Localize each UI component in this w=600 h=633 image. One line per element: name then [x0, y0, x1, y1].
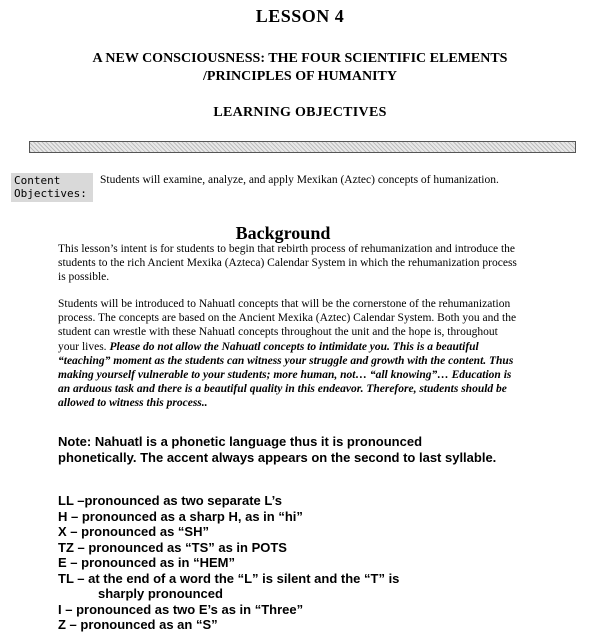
background-heading: Background [235, 223, 331, 243]
background-main-paragraph [58, 297, 518, 411]
pronunciation-list [58, 493, 508, 633]
pronunciation-item: LL –pronounced as two separate L’s [58, 493, 282, 508]
pronunciation-item: TZ – pronounced as “TS” as in POTS [58, 539, 287, 555]
hatched-divider-bar [29, 141, 576, 153]
learning-objectives-heading: LEARNING OBJECTIVES [213, 105, 387, 120]
lesson-title: LESSON 4 [255, 6, 345, 26]
content-objectives-text: Students will examine, analyze, and apply Mexikan (Aztec) concepts of humanization. [100, 174, 499, 186]
pronunciation-item: TL – at the end of a word the “L” is silent and the “T” is [58, 570, 400, 586]
pronunciation-note: Note: Nahuatl is a phonetic language thus it is pronounced phonetically. The accent always appears on the second to last syllable. [58, 434, 497, 465]
pronunciation-item: H – pronounced as a sharp H, as in “hi” [58, 508, 303, 524]
background-emphasis-text: Please do not allow the Nahuatl concepts to intimidate you. This is a beautiful “teaching” moment as the students can witness your struggle and growth with the content. Thus making yourself vulnerable to your students; more human, not… “all knowing”… Education is an arduous task and there is a beautiful quality in this endeavor. Therefore, students should be allowed to witness this process.. [58, 340, 514, 410]
document-title [40, 50, 560, 86]
document-title-line-1: A NEW CONSCIOUSNESS: THE FOUR SCIENTIFIC ELEMENTS [92, 51, 508, 66]
pronunciation-item: X – pronounced as “SH” [58, 524, 209, 539]
background-main-text: Students will be introduced to Nahuatl concepts that will be the cornerstone of the rehumanization process. The concepts are based on the Ancient Mexika (Aztec) Calendar System. Both you and the student can wrestle with these Nahuatl concepts throughout the unit and the hope is, throughout your lives. [58, 298, 517, 353]
document-title-line-2: /PRINCIPLES OF HUMANITY [203, 69, 397, 84]
pronunciation-item: E – pronounced as in “HEM” [58, 555, 235, 570]
content-objectives-label: Content Objectives: [11, 173, 93, 202]
pronunciation-item: I – pronounced as two E’s as in “Three” [58, 601, 304, 617]
pronunciation-item: Z – pronounced as an “S” [58, 617, 218, 632]
pronunciation-item-continuation: sharply pronounced [98, 586, 223, 601]
background-intro-paragraph: This lesson’s intent is for students to begin that rebirth process of rehumanization and introduce the students to the rich Ancient Mexika (Azteca) Calendar System in which the rehumanization process is possible. [58, 243, 517, 284]
